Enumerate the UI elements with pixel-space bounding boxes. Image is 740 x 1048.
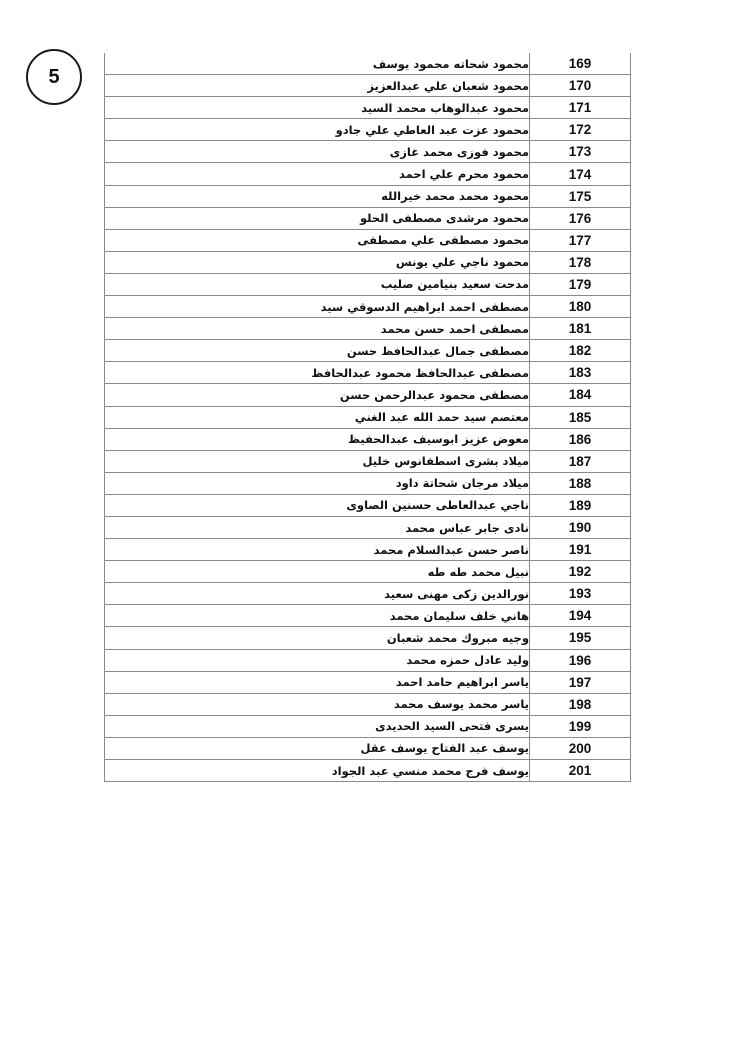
table-row [105,75,631,97]
serial-number-cell: 201 [530,760,631,782]
table-row [105,119,631,141]
serial-number-cell: 183 [530,362,631,384]
table-row [105,450,631,472]
person-name-cell: يوسف فرج محمد منسي عبد الجواد [105,760,530,782]
person-name-cell: مصطفى محمود عبدالرحمن حسن [105,384,530,406]
person-name-cell: محمود عزت عبد العاطي علي جادو [105,119,530,141]
person-name-cell: مصطفى عبدالحافظ محمود عبدالحافظ [105,362,530,384]
table-row [105,296,631,318]
table-row [105,561,631,583]
table-row [105,97,631,119]
serial-number-cell: 190 [530,516,631,538]
table-row [105,53,631,75]
table-row [105,318,631,340]
table-row [105,715,631,737]
page-number-badge: 5 [26,49,82,105]
table-row [105,207,631,229]
names-table [104,53,631,782]
person-name-cell: محمود فوزى محمد غازى [105,141,530,163]
serial-number-cell: 191 [530,539,631,561]
serial-number-cell: 197 [530,671,631,693]
person-name-cell: وجيه مبروك محمد شعبان [105,627,530,649]
table-row [105,163,631,185]
serial-number-cell: 186 [530,428,631,450]
table-row [105,760,631,782]
table-row [105,185,631,207]
serial-number-cell: 189 [530,494,631,516]
person-name-cell: معتصم سيد حمد الله عبد الغني [105,406,530,428]
table-row [105,472,631,494]
person-name-cell: مصطفى احمد ابراهيم الدسوقي سيد [105,296,530,318]
table-row [105,340,631,362]
table-row [105,494,631,516]
serial-number-cell: 172 [530,119,631,141]
serial-number-cell: 182 [530,340,631,362]
person-name-cell: ياسر محمد يوسف محمد [105,693,530,715]
person-name-cell: محمود شحاته محمود يوسف [105,53,530,75]
table-row [105,516,631,538]
person-name-cell: نادى جابر عباس محمد [105,516,530,538]
table-row [105,539,631,561]
serial-number-cell: 193 [530,583,631,605]
person-name-cell: محمود مرشدى مصطفى الحلو [105,207,530,229]
table-row [105,251,631,273]
table-row [105,362,631,384]
person-name-cell: ناصر حسن عبدالسلام محمد [105,539,530,561]
person-name-cell: ميلاد مرجان شحاتة داود [105,472,530,494]
person-name-cell: محمود مصطفى علي مصطفى [105,229,530,251]
serial-number-cell: 187 [530,450,631,472]
table-row [105,384,631,406]
serial-number-cell: 178 [530,251,631,273]
person-name-cell: يسرى فتحى السيد الحديدى [105,715,530,737]
serial-number-cell: 181 [530,318,631,340]
person-name-cell: يوسف عبد الفتاح يوسف عقل [105,737,530,759]
person-name-cell: وليد عادل حمزه محمد [105,649,530,671]
person-name-cell: محمود شعبان علي عبدالعزيز [105,75,530,97]
table-row [105,693,631,715]
serial-number-cell: 169 [530,53,631,75]
table-row [105,583,631,605]
table-row [105,428,631,450]
serial-number-cell: 198 [530,693,631,715]
person-name-cell: هاني خلف سليمان محمد [105,605,530,627]
serial-number-cell: 174 [530,163,631,185]
table-row [105,229,631,251]
table-row [105,406,631,428]
table-row [105,737,631,759]
serial-number-cell: 184 [530,384,631,406]
serial-number-cell: 176 [530,207,631,229]
person-name-cell: ناجي عبدالعاطى حسنين الصاوى [105,494,530,516]
table-row [105,273,631,295]
serial-number-cell: 173 [530,141,631,163]
person-name-cell: مصطفى احمد حسن محمد [105,318,530,340]
serial-number-cell: 188 [530,472,631,494]
table-row [105,627,631,649]
table-row [105,605,631,627]
person-name-cell: محمود محرم علي احمد [105,163,530,185]
names-table-body [105,53,631,782]
serial-number-cell: 179 [530,273,631,295]
person-name-cell: ياسر ابراهيم حامد احمد [105,671,530,693]
person-name-cell: محمود محمد محمد خيرالله [105,185,530,207]
serial-number-cell: 180 [530,296,631,318]
table-row [105,649,631,671]
person-name-cell: محمود ناجي علي يونس [105,251,530,273]
person-name-cell: معوض عزيز ابوسيف عبدالحفيظ [105,428,530,450]
person-name-cell: محمود عبدالوهاب محمد السيد [105,97,530,119]
serial-number-cell: 200 [530,737,631,759]
serial-number-cell: 170 [530,75,631,97]
person-name-cell: نبيل محمد طه طه [105,561,530,583]
serial-number-cell: 175 [530,185,631,207]
serial-number-cell: 192 [530,561,631,583]
person-name-cell: ميلاد بشرى اسطفانوس خليل [105,450,530,472]
serial-number-cell: 185 [530,406,631,428]
serial-number-cell: 199 [530,715,631,737]
person-name-cell: مصطفى جمال عبدالحافظ حسن [105,340,530,362]
serial-number-cell: 196 [530,649,631,671]
serial-number-cell: 171 [530,97,631,119]
table-row [105,141,631,163]
person-name-cell: مدحت سعيد بنيامين صليب [105,273,530,295]
person-name-cell: نورالدين زكى مهنى سعيد [105,583,530,605]
serial-number-cell: 195 [530,627,631,649]
table-row [105,671,631,693]
serial-number-cell: 177 [530,229,631,251]
serial-number-cell: 194 [530,605,631,627]
